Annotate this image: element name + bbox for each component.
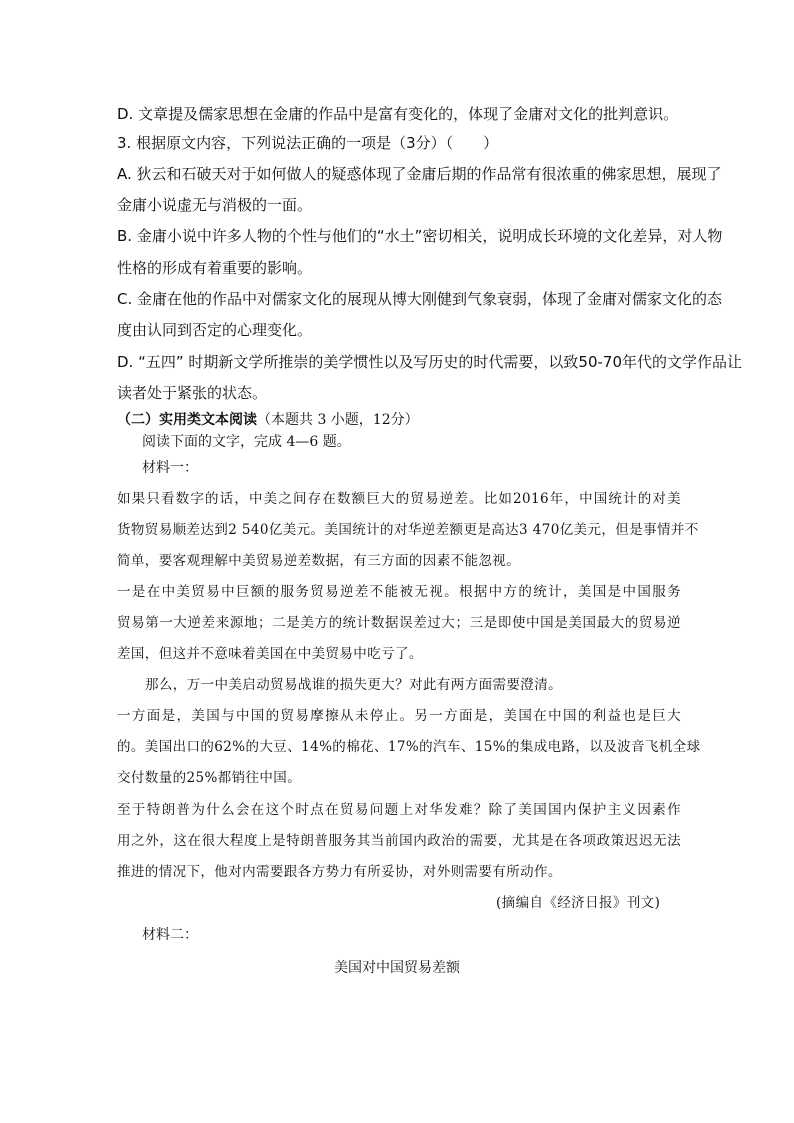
section-instruction: 阅读下面的文字，完成 4—6 题。 [142, 434, 351, 450]
q3-option-a-line1: A. 狄云和石破天对于如何做人的疑惑体现了金庸后期的作品常有很浓重的佛家思想，展现了 [117, 165, 722, 183]
paragraph-5-line3: 推进的情况下，他对内需要跟各方势力有所妥协，对外则需要有所动作。 [117, 864, 562, 880]
paragraph-1-line3: 简单，要客观理解中美贸易逆差数据，有三方面的因素不能忽视。 [117, 553, 521, 569]
q2-option-d: D. 文章提及儒家思想在金庸的作品中是富有变化的，体现了金庸对文化的批判意识。 [117, 105, 679, 123]
paragraph-4-line3: 交付数量的25%都销往中国。 [117, 770, 302, 786]
section-heading-title: （二）实用类文本阅读 [117, 412, 257, 428]
chart-title: 美国对中国贸易差额 [334, 960, 460, 976]
q3-option-d-line2: 读者处于紧张的状态。 [117, 384, 268, 402]
paragraph-4-line1: 一方面是，美国与中国的贸易摩擦从未停止。另一方面是，美国在中国的利益也是巨大 [117, 708, 681, 724]
paragraph-1-line2: 货物贸易顺差达到2 540亿美元。美国统计的对华逆差额更是高达3 470亿美元，但是事情并不 [117, 522, 699, 538]
paragraph-5-line1: 至于特朗普为什么会在这个时点在贸易问题上对华发难？除了美国国内保护主义因素作 [117, 802, 681, 818]
q3-option-b-line2: 性格的形成有着重要的影响。 [117, 259, 313, 277]
section-heading-note: （本题共 3 小题，12分） [257, 412, 419, 428]
paragraph-2-line2: 贸易第一大逆差来源地；二是美方的统计数据误差过大；三是即使中国是美国最大的贸易逆 [117, 615, 681, 631]
q3-option-a-line2: 金庸小说虚无与消极的一面。 [117, 196, 313, 214]
section-heading [117, 410, 419, 430]
source-citation: (摘编自《经济日报》刊文) [496, 895, 661, 911]
paragraph-3-line1: 那么，万一中美启动贸易战谁的损失更大？对此有两方面需要澄清。 [145, 677, 562, 693]
q3-option-c-line2: 度由认同到否定的心理变化。 [117, 321, 313, 339]
material1-label: 材料一： [142, 460, 198, 476]
paragraph-5-line2: 用之外，这在很大程度上是特朗普服务其当前国内政治的需要，尤其是在各项政策迟迟无法 [117, 833, 681, 849]
paragraph-2-line1: 一是在中美贸易中巨额的服务贸易逆差不能被无视。根据中方的统计，美国是中国服务 [117, 584, 681, 600]
q3-stem: 3. 根据原文内容，下列说法正确的一项是（3分）（ ） [117, 134, 499, 152]
paragraph-1-line1: 如果只看数字的话，中美之间存在数额巨大的贸易逆差。比如2016年，中国统计的对美 [117, 491, 681, 507]
q3-option-b-line1: B. 金庸小说中许多人物的个性与他们的“水土”密切相关，说明成长环境的文化差异，对人物 [117, 227, 723, 245]
q3-option-d-line1: D. “五四” 时期新文学所推崇的美学惯性以及写历史的时代需要，以致50-70年代的文学作品让 [117, 353, 742, 371]
material2-label: 材料二： [142, 927, 198, 943]
paragraph-4-line2: 的。美国出口的62%的大豆、14%的棉花、17%的汽车、15%的集成电路，以及波音飞机全球 [117, 739, 701, 755]
q3-option-c-line1: C. 金庸在他的作品中对儒家文化的展现从博大刚健到气象衰弱，体现了金庸对儒家文化的态 [117, 290, 723, 308]
paragraph-2-line3: 差国，但这并不意味着美国在中美贸易中吃亏了。 [117, 646, 423, 662]
